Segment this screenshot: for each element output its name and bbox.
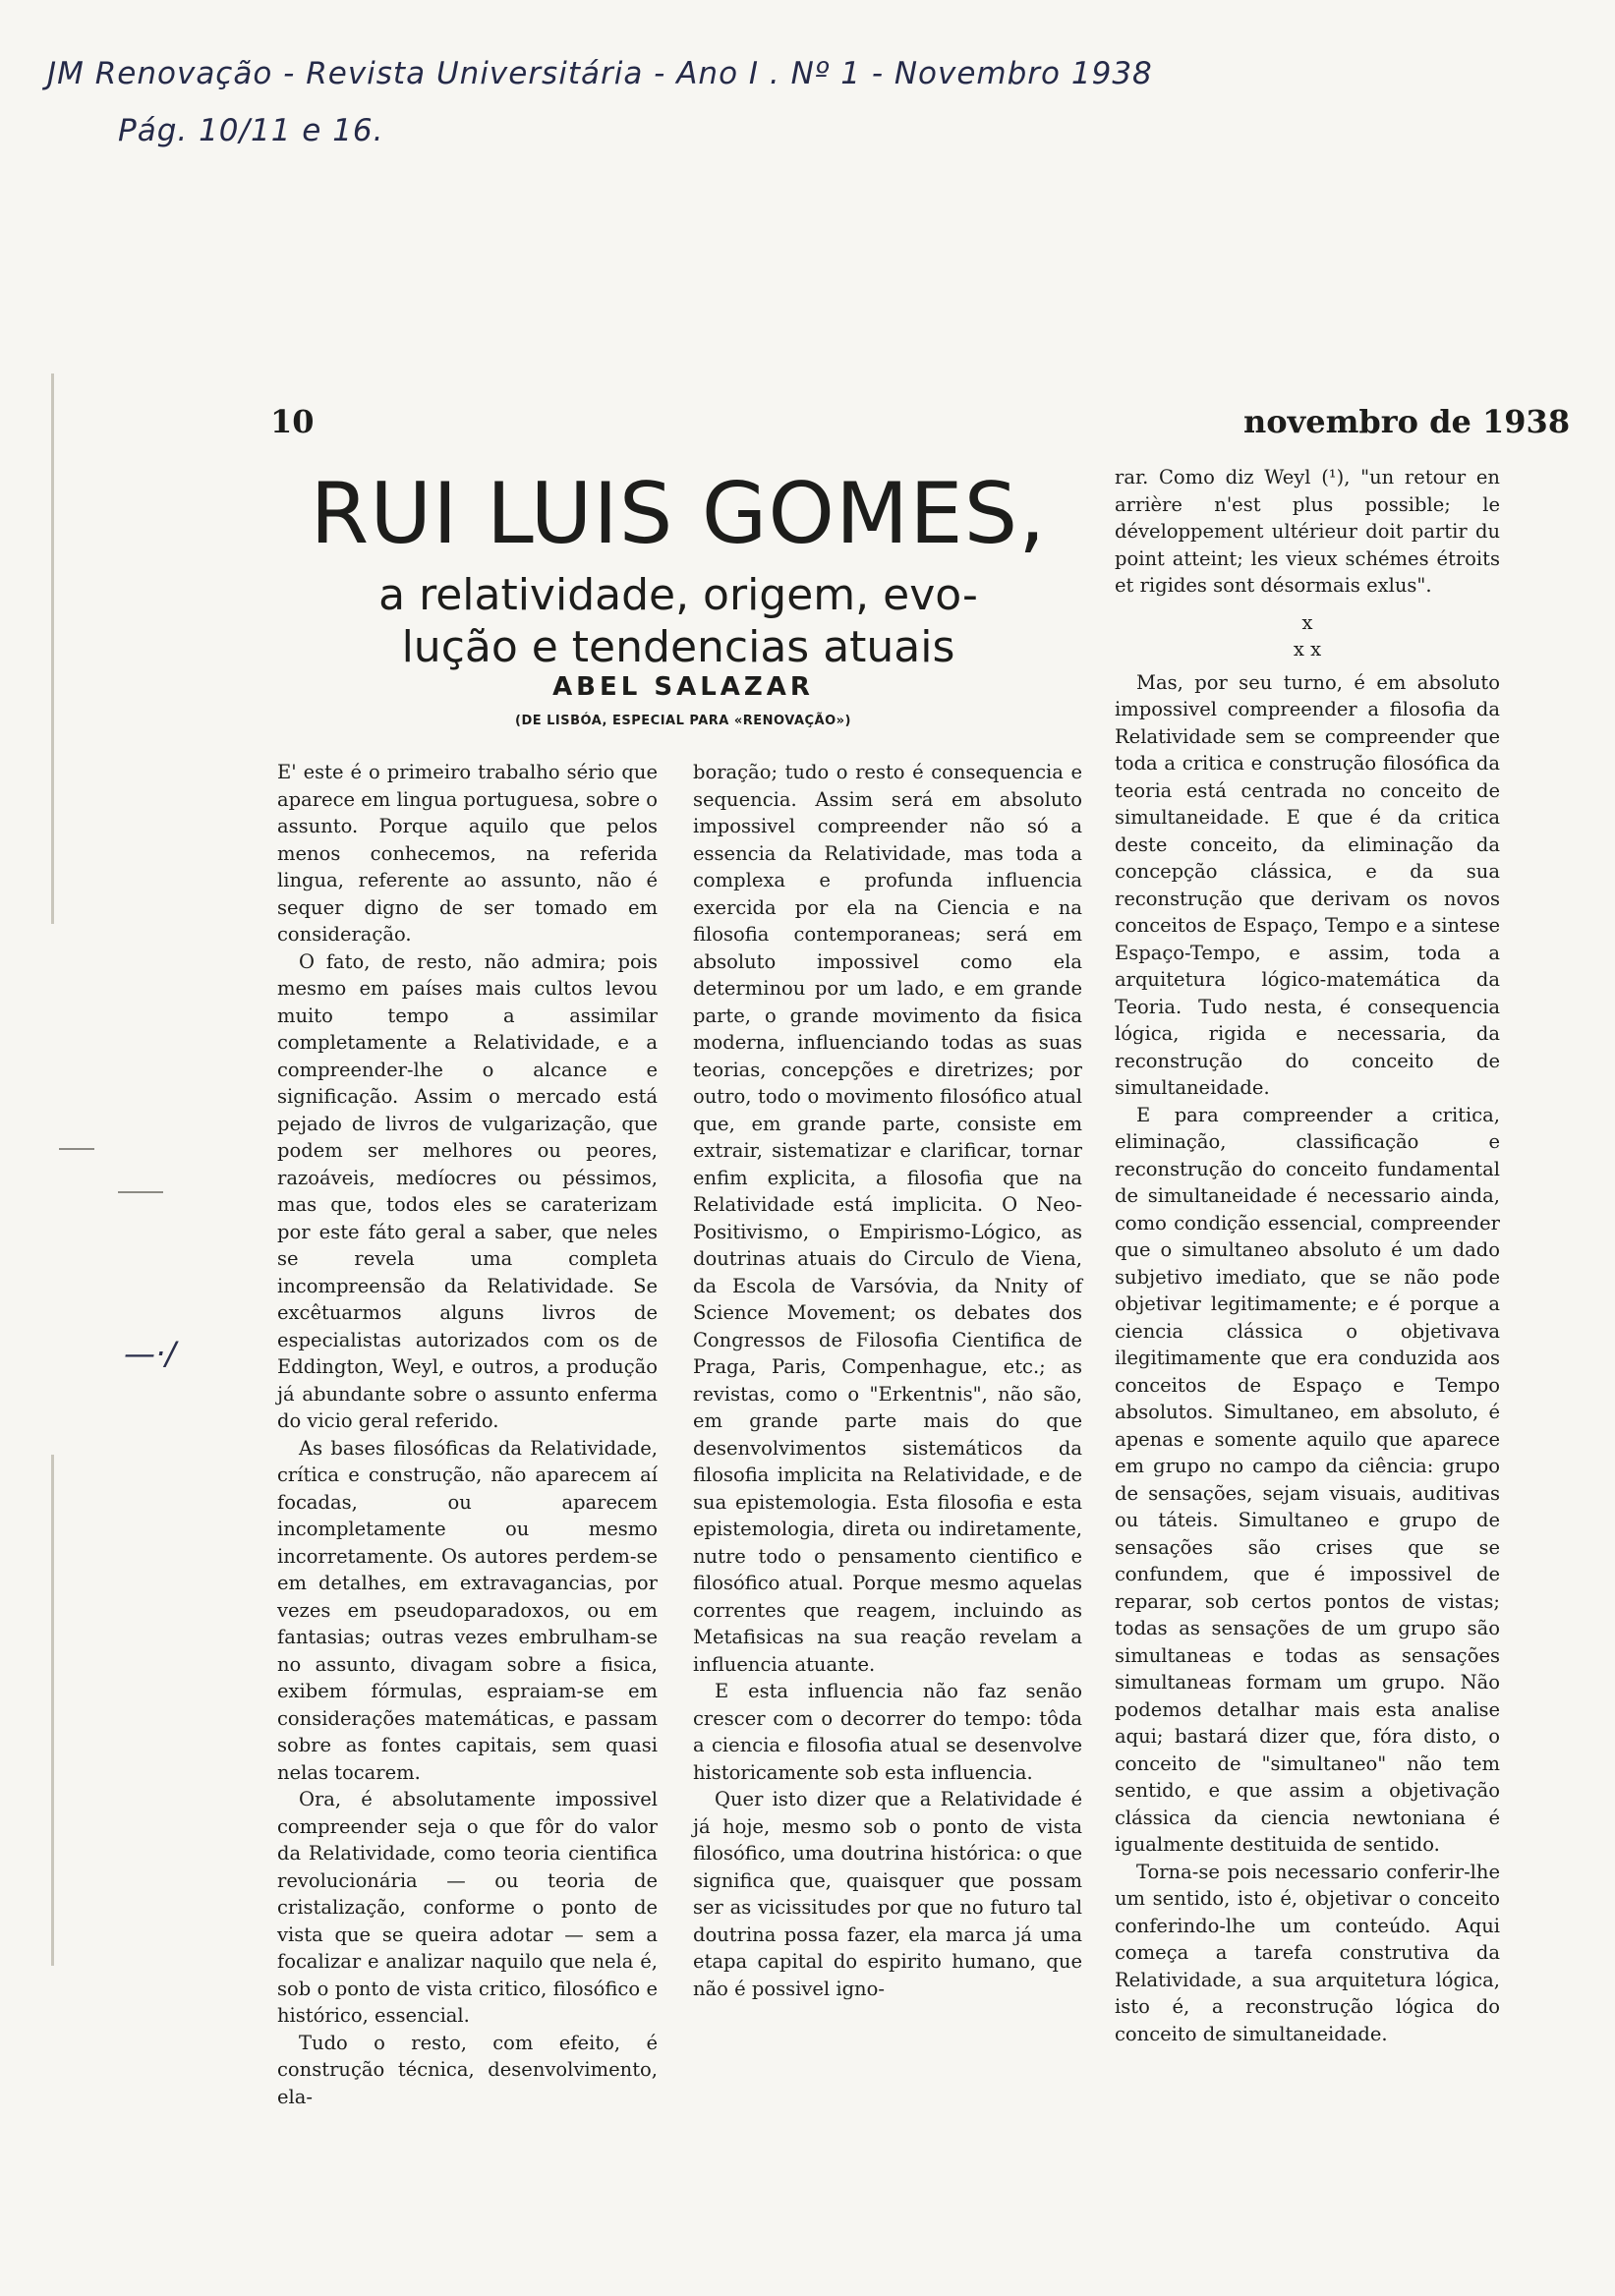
issue-date: novembro de 1938 <box>1243 403 1571 440</box>
article-subtitle <box>285 570 1071 674</box>
margin-dash <box>59 1148 94 1150</box>
subtitle-line: a relatividade, origem, evo- <box>378 570 978 620</box>
paragraph: Ora, é absolutamente impossivel compreender seja o que fôr do valor da Relatividade, como teoria cientifica revolucionária — ou teoria de cristalização, conforme o ponto de vista que se queira adotar — sem a focalizar e analizar naquilo que nela é, sob o ponto de vista critico, filosófico e histórico, essencial. <box>277 1788 658 2027</box>
column-3 <box>1115 464 1500 2047</box>
handwritten-annotation-line1: JM Renovação - Revista Universitária - Ano I . Nº 1 - Novembro 1938 <box>47 56 1153 91</box>
paragraph: E esta influencia não faz senão crescer com o decorrer do tempo: tôda a ciencia e filosofia atual se desenvolve historicamente sob esta influencia. <box>693 1680 1082 1784</box>
paragraph: Tudo o resto, com efeito, é construção técnica, desenvolvimento, ela- <box>277 2031 658 2108</box>
separator-mark: x x <box>1293 638 1322 660</box>
separator-mark: x <box>1301 610 1313 634</box>
margin-mark: —·/ <box>124 1335 176 1372</box>
paragraph: Mas, por seu turno, é em absoluto impossivel compreender a filosofia da Relatividade sem se compreender que toda a critica e construção filosófica da teoria está centrada no conceito de simultaneidade. E que é da critica deste conceito, da eliminação da concepção clássica, e da sua reconstrução que derivam os novos conceitos de Espaço, Tempo e a sintese Espaço-Tempo, e assim, toda a arquitetura lógico-matemática da Teoria. Tudo nesta, é consequencia lógica, rigida e necessaria, da reconstrução do conceito de simultaneidade. <box>1115 670 1500 1099</box>
column-1 <box>277 759 658 2110</box>
scan-edge-shadow <box>51 373 54 924</box>
paragraph-quote: rar. Como diz Weyl (¹), "un retour en arrière n'est plus possible; le développement ultérieur doit partir du point atteint; les vieux schémes étroits et rigides sont désormais exlus". <box>1115 466 1500 597</box>
paragraph: Torna-se pois necessario conferir-lhe um sentido, isto é, objetivar o conceito conferindo-lhe um conteúdo. Aqui começa a tarefa construtiva da Relatividade, a sua arquitetura lógica, isto é, a reconstrução lógica do conceito de simultaneidade. <box>1115 1860 1500 2045</box>
article-title: RUI LUIS GOMES, <box>310 465 1047 563</box>
paragraph: E' este é o primeiro trabalho sério que aparece em lingua portuguesa, sobre o assunto. Porque aquilo que pelos menos conhecemos, na referida lingua, referente ao assunto, não é sequer digno de ser tomado em consideração. <box>277 761 658 946</box>
paragraph: O fato, de resto, não admira; pois mesmo em países mais cultos levou muito tempo a assimilar completamente a Relatividade, e a compreender-lhe o alcance e significação. Assim o mercado está pejado de livros de vulgarização, que podem ser melhores ou peores, razoáveis, medíocres ou péssimos, mas que, todos eles se caraterizam por este fáto geral a saber, que neles se revela uma completa incompreensão da Relatividade. Se excêtuarmos alguns livros de especialistas autorizados com os de Eddington, Weyl, e outros, a produção já abundante sobre o assunto enferma do vicio geral referido. <box>277 949 658 1432</box>
paragraph: Quer isto dizer que a Relatividade é já hoje, mesmo sob o ponto de vista filosófico, uma doutrina histórica: o que significa que, quaisquer que possam ser as vicissitudes por que no futuro tal doutrina possa fazer, ela marca já uma etapa capital do espirito humano, que não é possivel igno- <box>693 1788 1082 2000</box>
scan-edge-shadow-lower <box>51 1455 54 1966</box>
byline: (DE LISBÓA, ESPECIAL PARA «RENOVAÇÃO») <box>515 714 851 728</box>
margin-dash <box>118 1191 163 1193</box>
column-2 <box>693 759 1082 2002</box>
paragraph: As bases filosóficas da Relatividade, crítica e construção, não aparecem aí focadas, ou aparecem incompletamente ou mesmo incorretamente. Os autores perdem-se em detalhes, em extravagancias, por vezes em pseudoparadoxos, ou em fantasias; outras vezes embrulham-se no assunto, divagam sobre a fisica, exibem fórmulas, espraiam-se em considerações matemáticas, e passam sobre as fontes capitais, sem quasi nelas tocarem. <box>277 1436 658 1784</box>
paragraph: E para compreender a critica, eliminação, classificação e reconstrução do conceito fundamental de simultaneidade é necessario ainda, como condição essencial, compreender que o simultaneo absoluto é um dado subjetivo imediato, que se não pode objetivar legitimamente; e é porque a ciencia clássica o objetivava ilegitimamente que era conduzida aos conceitos de Espaço e Tempo absolutos. Simultaneo, em absoluto, é apenas e somente aquilo que aparece em grupo no campo da ciência: grupo de sensações, sejam visuais, auditivas ou táteis. Simultaneo e grupo de sensações são crises que se confundem, que é impossivel de reparar, sob certos pontos de vistas; todas as sensações de um grupo são simultaneas e todas as sensações simultaneas formam um grupo. Não podemos detalhar mais esta analise aqui; bastará dizer que, fóra disto, o conceito de "simultaneo" não tem sentido, e que assim a objetivação clássica da ciencia newtoniana é igualmente destituida de sentido. <box>1115 1103 1500 1856</box>
paragraph: boração; tudo o resto é consequencia e sequencia. Assim será em absoluto impossivel compreender não só a essencia da Relatividade, mas toda a complexa e profunda influencia exercida por ela na Ciencia e na filosofia contemporaneas; será em absoluto impossivel como ela determinou por um lado, e em grande parte, o grande movimento da fisica moderna, influenciando todas as suas teorias, concepções e diretrizes; por outro, todo o movimento filosófico atual que, em grande parte, consiste em extrair, sistematizar e clarificar, tornar enfim explicita, a filosofia que na Relatividade está implicita. O Neo-Positivismo, o Empirismo-Lógico, as doutrinas atuais do Circulo de Viena, da Escola de Varsóvia, da Nnity of Science Movement; os debates dos Congressos de Filosofia Cientifica de Praga, Paris, Compenhague, etc.; as revistas, como o "Erkentnis", não são, em grande parte mais do que desenvolvimentos sistemáticos da filosofia implicita na Relatividade, e de sua epistemologia. Esta filosofia e esta epistemologia, direta ou indiretamente, nutre todo o pensamento cientifico e filosófico atual. Porque mesmo aquelas correntes que reagem, incluindo as Metafisicas na sua reação revelam a influencia atuante. <box>693 761 1082 1676</box>
section-separator <box>1115 609 1500 663</box>
page-number: 10 <box>270 403 315 440</box>
subtitle-line: lução e tendencias atuais <box>401 621 955 672</box>
author-name: ABEL SALAZAR <box>552 672 814 702</box>
handwritten-annotation-line2: Pág. 10/11 e 16. <box>118 113 384 148</box>
